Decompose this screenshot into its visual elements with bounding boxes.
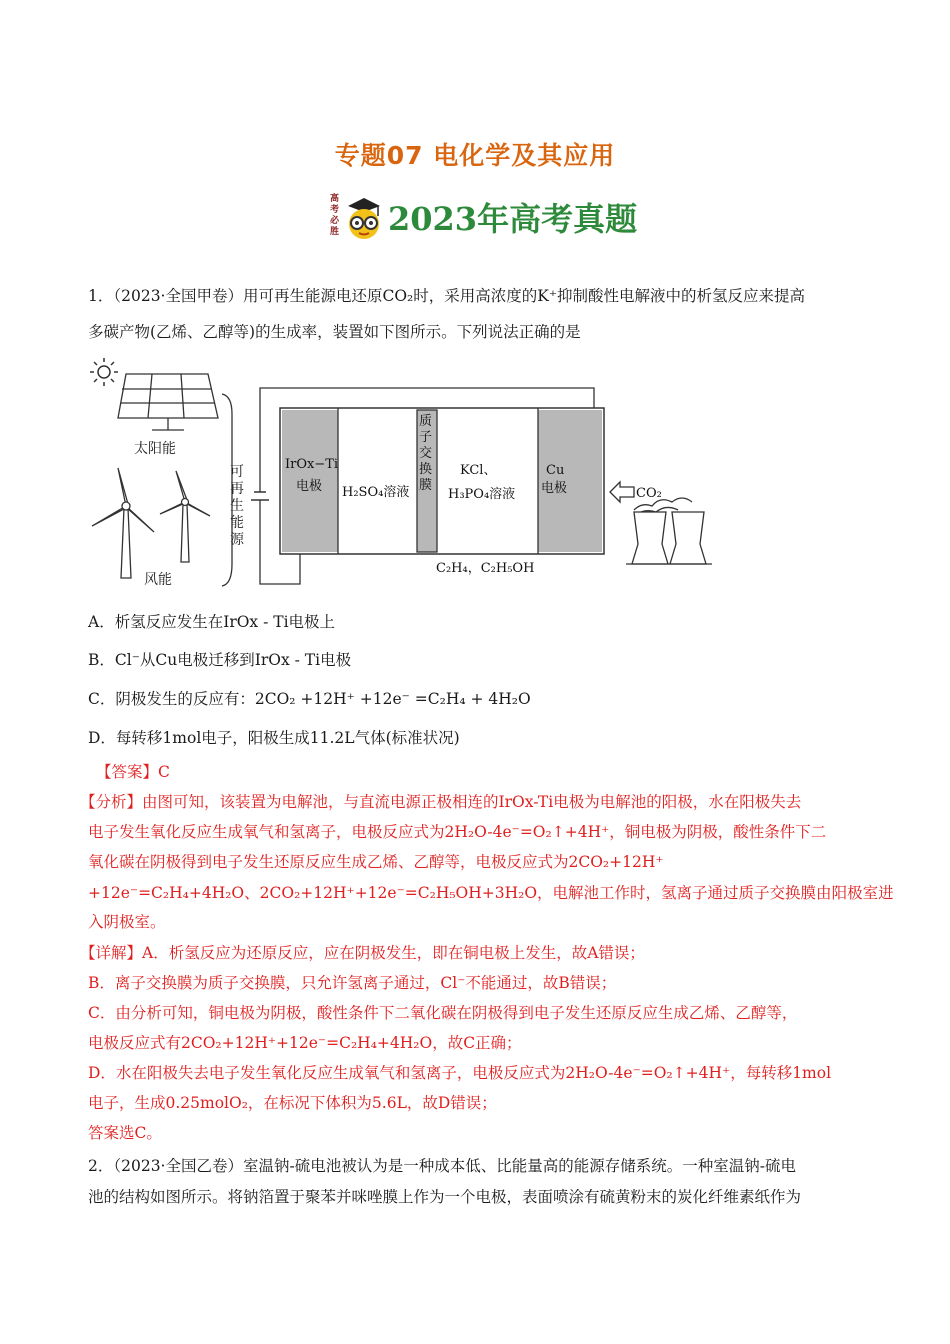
q2-stem-line1: 2．（2023·全国乙卷）室温钠-硫电池被认为是一种成本低、比能量高的能源存储系统。一种室温钠-硫电 xyxy=(88,1157,796,1175)
q1-analysis-line2: 电子发生氧化反应生成氧气和氢离子，电极反应式为2H₂O-4e⁻=O₂↑+4H⁺，铜电极为阴极，酸性条件下二 xyxy=(88,823,827,841)
cathode-label-1: Cu xyxy=(546,463,565,478)
anode-label-2: 电极 xyxy=(296,479,323,494)
cathode-label-2: 电极 xyxy=(541,481,568,496)
banner-title: 2023年高考真题 xyxy=(388,200,638,238)
page-title: 专题07 电化学及其应用 xyxy=(334,141,616,170)
q1-analysis-line5: 入阴极室。 xyxy=(88,913,166,931)
q1-details-line1: 【详解】A．析氢反应为还原反应，应在阴极发生，即在铜电极上发生，故A错误； xyxy=(80,944,645,962)
banner xyxy=(330,192,638,242)
q1-details-line6: 电子，生成0.25molO₂，在标况下体积为5.6L，故D错误； xyxy=(88,1094,497,1112)
anolyte-label: H₂SO₄溶液 xyxy=(342,485,410,500)
q1-analysis-line1: 【分析】由图可知，该装置为电解池，与直流电源正极相连的IrOx-Ti电极为电解池的阳极，水在阳极失去 xyxy=(80,793,802,811)
q1-details-line4: 电极反应式有2CO₂+12H⁺+12e⁻=C₂H₄+4H₂O，故C正确； xyxy=(88,1034,522,1052)
electrolysis-diagram xyxy=(86,356,726,588)
q1-details-line3: C．由分析可知，铜电极为阴极，酸性条件下二氧化碳在阴极得到电子发生还原反应生成乙烯、乙醇等， xyxy=(88,1004,798,1022)
q1-analysis-line4: +12e⁻=C₂H₄+4H₂O、2CO₂+12H⁺+12e⁻=C₂H₅OH+3H₂O，电解池工作时，氢离子通过质子交换膜由阳极室进 xyxy=(88,884,894,902)
q1-details-line5: D．水在阳极失去电子发生氧化反应生成氧气和氢离子，电极反应式为2H₂O-4e⁻=O₂↑+4H⁺，每转移1mol xyxy=(88,1064,832,1082)
wind-label: 风能 xyxy=(144,572,172,588)
sun-icon xyxy=(90,358,118,386)
q1-answer: 【答案】C xyxy=(96,763,170,781)
products-label: C₂H₄，C₂H₅OH xyxy=(436,561,535,576)
factory-chimney-icon xyxy=(626,498,712,564)
solar-panel-icon xyxy=(118,374,218,430)
catholyte-label-2: H₃PO₄溶液 xyxy=(448,487,516,502)
source-label-vertical: 可再生能源 xyxy=(230,464,244,548)
q1-option-c: C．阴极发生的反应有：2CO₂ +12H⁺ +12e⁻ =C₂H₄ + 4H₂O xyxy=(88,690,531,708)
owl-graduate-icon xyxy=(344,196,384,240)
anode-label-1: IrOx−Ti xyxy=(285,457,339,472)
q1-option-a: A．析氢反应发生在IrOx - Ti电极上 xyxy=(88,613,336,631)
banner-seal: 高考必胜 xyxy=(330,194,340,237)
q1-stem-line1: 1．（2023·全国甲卷）用可再生能源电还原CO₂时，采用高浓度的K⁺抑制酸性电解液中的析氢反应来提高 xyxy=(88,287,806,305)
q1-analysis-line3: 氧化碳在阴极得到电子发生还原反应生成乙烯、乙醇等，电极反应式为2CO₂+12H⁺ xyxy=(88,853,664,871)
solar-label: 太阳能 xyxy=(134,441,176,457)
q1-option-b: B．Cl⁻从Cu电极迁移到IrOx - Ti电极 xyxy=(88,651,352,669)
q1-stem-line2: 多碳产物(乙烯、乙醇等)的生成率，装置如下图所示。下列说法正确的是 xyxy=(88,323,581,341)
q1-details-line2: B．离子交换膜为质子交换膜，只允许氢离子通过，Cl⁻不能通过，故B错误； xyxy=(88,974,617,992)
co2-label: CO₂ xyxy=(636,486,662,501)
co2-arrow-icon xyxy=(610,482,634,502)
membrane-label-vertical: 质子交换膜 xyxy=(419,414,433,493)
catholyte-label-1: KCl、 xyxy=(460,463,497,478)
q1-conclusion: 答案选C。 xyxy=(88,1124,162,1142)
q1-option-d: D．每转移1mol电子，阳极生成11.2L气体(标准状况) xyxy=(88,729,460,747)
q2-stem-line2: 池的结构如图所示。将钠箔置于聚苯并咪唑膜上作为一个电极，表面喷涂有硫黄粉末的炭化纤维素纸作为 xyxy=(88,1188,802,1206)
wind-turbine-icon xyxy=(92,468,210,578)
